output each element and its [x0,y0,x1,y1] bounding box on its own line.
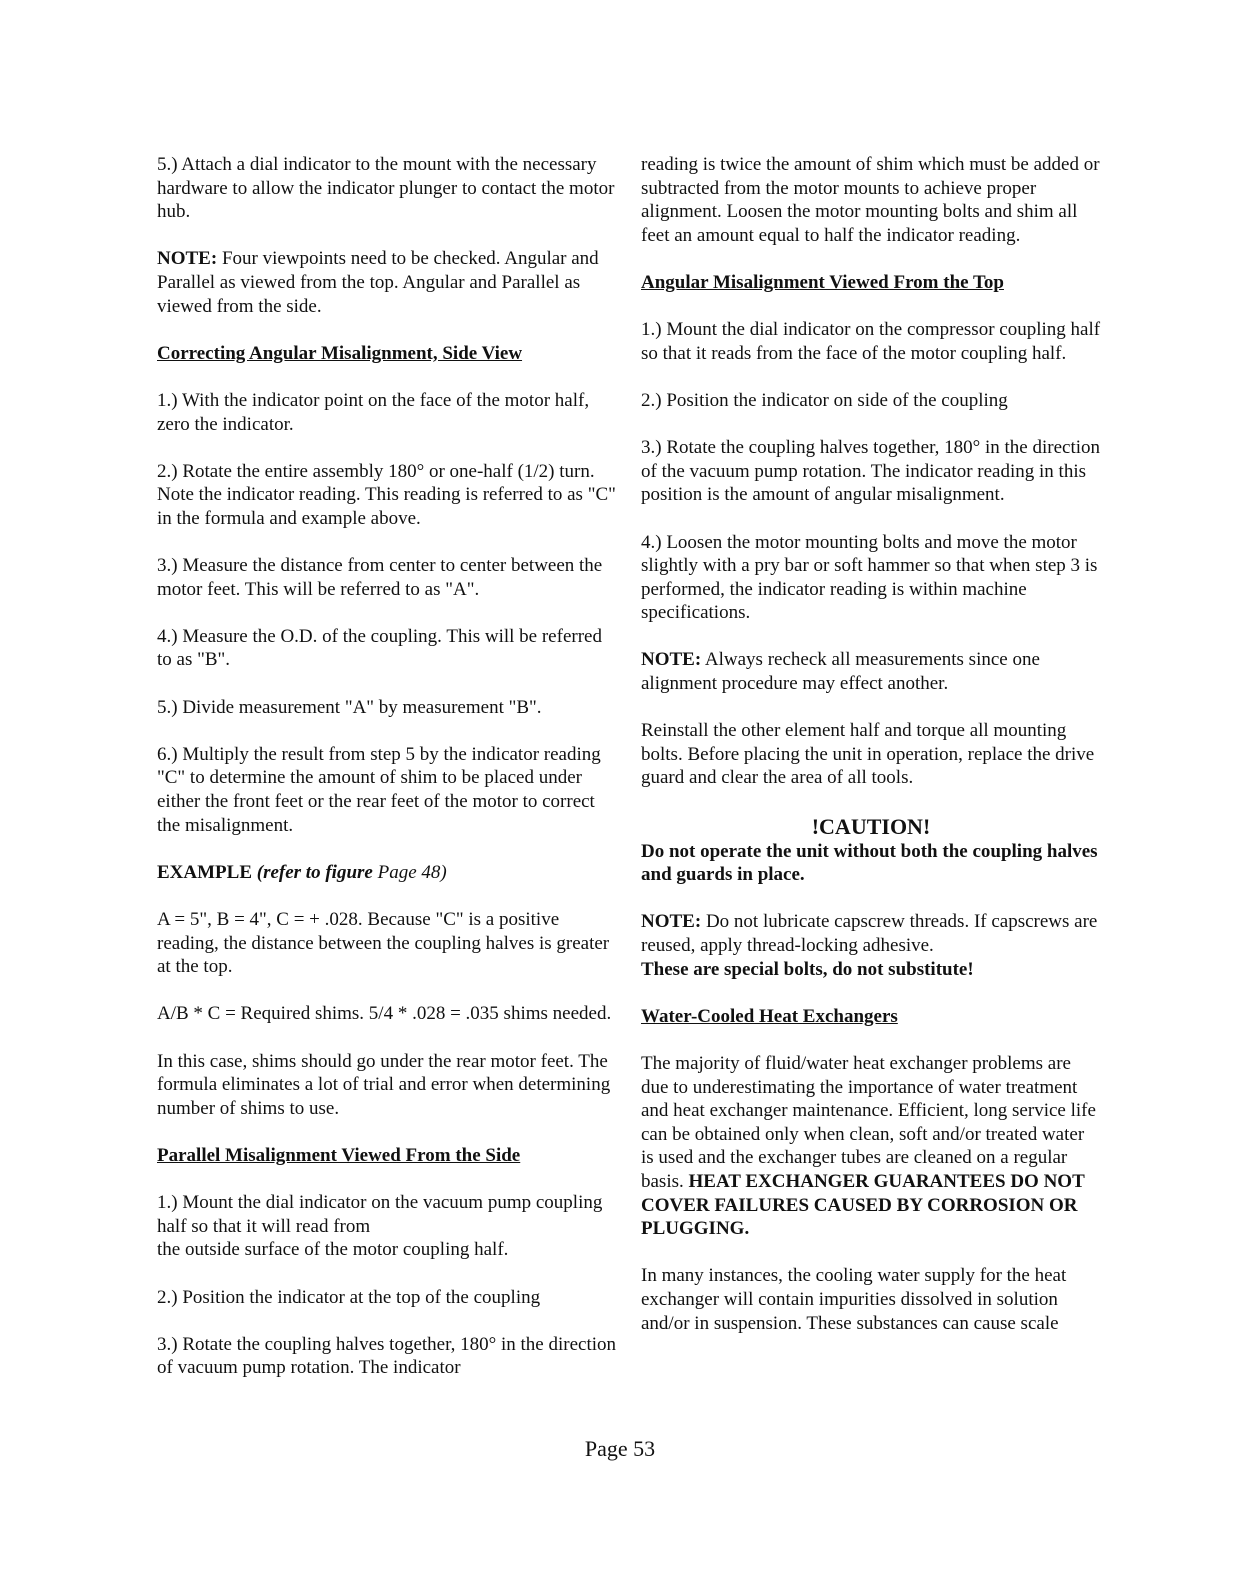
caution-text: Do not operate the unit without both the coupling halves and guards in place. [641,840,1098,886]
step-attach-dial: 5.) Attach a dial indicator to the mount with the necessary hardware to allow the indicator plunger to contact the motor hub. [157,154,615,223]
example-page-word: Page [372,861,422,883]
angular-step-1: 1.) Mount the dial indicator on the compressor coupling half so that it reads from the face of the motor coupling half. [641,319,1101,364]
reinstall-text: Reinstall the other element half and torque all mounting bolts. Before placing the unit in operation, replace the drive guard and clear the area of all tools. [641,720,1095,789]
example-conclusion: In this case, shims should go under the rear motor feet. The formula eliminates a lot of trial and error when determining number of shims to use. [157,1050,611,1119]
special-bolts-warning: These are special bolts, do not substitute! [641,958,974,980]
note-text: Always recheck all measurements since one alignment procedure may effect another. [641,649,1040,695]
step-4-measure-b: 4.) Measure the O.D. of the coupling. This will be referred to as "B". [157,625,602,671]
heat-exchanger-text [641,1052,1101,1241]
caution-title: !CAUTION! [811,813,931,839]
heading-angular-side: Correcting Angular Misalignment, Side View [157,342,523,364]
step-5-divide: 5.) Divide measurement "A" by measurement "B". [157,696,542,718]
example-label: EXAMPLE [157,861,252,883]
note-label: NOTE: [641,649,702,671]
note-viewpoints [157,247,617,318]
parallel-step-2: 2.) Position the indicator at the top of the coupling [157,1286,541,1308]
guarantee-warning: HEAT EXCHANGER GUARANTEES DO NOT COVER FAILURES CAUSED BY CORROSION OR PLUGGING. [641,1170,1085,1240]
example-page-num: 48) [421,861,447,883]
example-values: A = 5", B = 4", C = + .028. Because "C" is a positive reading, the distance between the coupling halves is greater at the top. [157,909,610,978]
parallel-step-3: 3.) Rotate the coupling halves together, 180° in the direction of vacuum pump rotation. The indicator [157,1333,617,1379]
left-column [157,153,617,1403]
heading-heat-exchangers: Water-Cooled Heat Exchangers [641,1005,898,1027]
heat-exchanger-body: The majority of fluid/water heat exchanger problems are due to underestimating the importance of water treatment and heat exchanger maintenance. Efficient, long service life can be obtained only when clean, soft and/or treated water is used and the exchanger tubes are cleaned on a regular basis. [641,1052,1096,1192]
right-column [641,153,1101,1359]
note-text: Do not lubricate capscrew threads. If capscrews are reused, apply thread-locking adhesive. [641,911,1098,956]
parallel-step-1a: 1.) Mount the dial indicator on the vacuum pump coupling half so that it will read from [157,1192,603,1237]
note-label: NOTE: [641,911,702,933]
example-formula: A/B * C = Required shims. 5/4 * .028 = .035 shims needed. [157,1003,612,1025]
note-text: Four viewpoints need to be checked. Angular and Parallel as viewed from the top. Angular and Parallel as viewed from the side. [157,248,599,317]
step-6-multiply: 6.) Multiply the result from step 5 by the indicator reading "C" to determine the amount of shim to be placed under either the front feet or the rear feet of the motor to correct the misalignment. [157,743,601,836]
angular-step-4: 4.) Loosen the motor mounting bolts and move the motor slightly with a pry bar or soft hammer so that when step 3 is performed, the indicator reading is within machine specifications. [641,531,1098,624]
step-1-zero: 1.) With the indicator point on the face of the motor half, zero the indicator. [157,389,590,435]
example-ref: (refer to figure [256,861,373,883]
heading-angular-top: Angular Misalignment Viewed From the Top [641,271,1004,293]
parallel-step-1 [157,1191,617,1262]
parallel-step-1b: the outside surface of the motor coupling half. [157,1239,509,1261]
page-number: Page 53 [584,1436,656,1461]
note-capscrews [641,910,1101,981]
impurities-text: In many instances, the cooling water supply for the heat exchanger will contain impurities dissolved in solution and/or in suspension. These substances can cause scale [641,1265,1067,1334]
angular-step-2: 2.) Position the indicator on side of the coupling [641,389,1008,411]
heading-parallel-side: Parallel Misalignment Viewed From the Side [157,1144,521,1166]
step-2-rotate: 2.) Rotate the entire assembly 180° or one-half (1/2) turn. Note the indicator reading. This reading is referred to as "C" in the formula and example above. [157,460,616,529]
note-label: NOTE: [157,248,218,270]
continued-text: reading is twice the amount of shim which must be added or subtracted from the motor mounts to achieve proper alignment. Loosen the motor mounting bolts and shim all feet an amount equal to half the indicator reading. [641,154,1100,246]
example-heading [157,861,617,885]
step-3-measure-a: 3.) Measure the distance from center to center between the motor feet. This will be referred to as "A". [157,555,603,600]
angular-step-3: 3.) Rotate the coupling halves together, 180° in the direction of the vacuum pump rotation. The indicator reading in this position is the amount of angular misalignment. [641,437,1101,506]
note-recheck [641,648,1101,695]
